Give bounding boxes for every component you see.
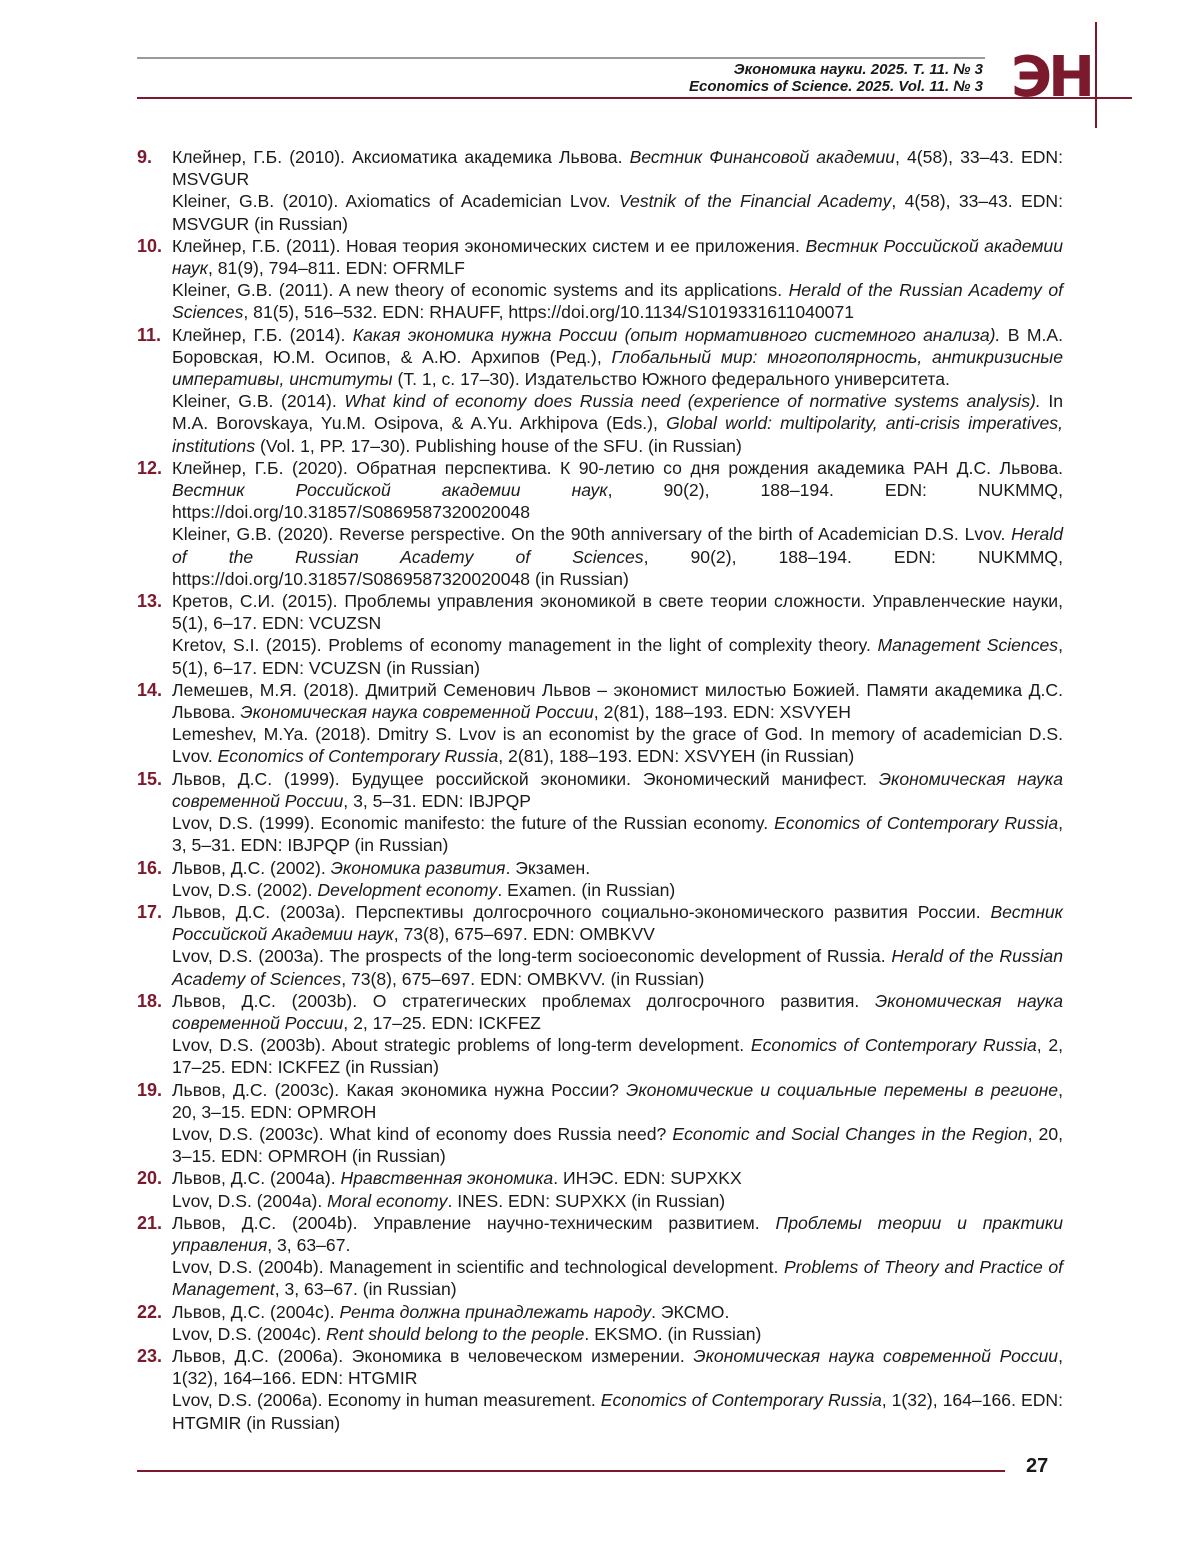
- reference-text: (Т. 1, с. 17–30). Издательство Южного федерального университета.: [393, 369, 950, 389]
- reference-ru: [172, 901, 1063, 945]
- reference-text: , 2, 17–25. EDN: ICKFEZ (in Russian): [172, 1035, 1063, 1077]
- reference-en: [172, 1389, 1063, 1433]
- reference-en: [172, 1323, 1063, 1345]
- reference-text: Lvov, D.S. (2003a). The prospects of the long-term socioeconomic development of Russia.: [172, 946, 891, 966]
- reference-item: [137, 901, 1063, 990]
- reference-list: [137, 146, 1063, 1434]
- reference-text: , 1(32), 164–166. EDN: HTGMIR (in Russian): [172, 1390, 1063, 1432]
- reference-item: [137, 1079, 1063, 1168]
- reference-text: , 81(5), 516–532. EDN: RHAUFF, https://doi.org/10.1134/S1019331611040071: [243, 302, 854, 322]
- reference-text: Lvov, D.S. (2003c). What kind of economy does Russia need?: [172, 1124, 672, 1144]
- reference-text: Lvov, D.S. (2004a).: [172, 1191, 327, 1211]
- reference-text: Lvov, D.S. (1999). Economic manifesto: the future of the Russian economy.: [172, 813, 774, 833]
- reference-text: , 2(81), 188–193. EDN: XSVYEH (in Russian): [498, 746, 854, 766]
- reference-source-title: Development economy: [317, 880, 497, 900]
- reference-source-title: Экономика развития: [331, 858, 506, 878]
- reference-text: Lvov, D.S. (2004c).: [172, 1324, 326, 1344]
- reference-text: In M.A. Borovskaya, Yu.M. Osipova, & A.Yu. Arkhipova (Eds.),: [172, 391, 1063, 433]
- reference-source-title: Вестник Российской Академии наук: [172, 902, 1063, 944]
- reference-source-title: Management Sciences: [877, 635, 1058, 655]
- header-accent-rule: [137, 97, 1132, 99]
- reference-en: [172, 1123, 1063, 1167]
- reference-ru: [172, 1345, 1063, 1389]
- reference-text: , 4(58), 33–43. EDN: MSVGUR (in Russian): [172, 191, 1063, 233]
- reference-text: , 73(8), 675–697. EDN: OMBKVV: [394, 924, 655, 944]
- reference-text: Львов, Д.С. (2004c).: [172, 1302, 339, 1322]
- reference-text: , 20, 3–15. EDN: OPMROH (in Russian): [172, 1124, 1063, 1166]
- reference-source-title: Rent should belong to the people: [326, 1324, 584, 1344]
- reference-ru: [172, 1079, 1063, 1123]
- reference-source-title: Экономическая наука современной России: [240, 702, 593, 722]
- reference-item: [137, 146, 1063, 235]
- reference-text: , 3, 5–31. EDN: IBJPQP: [343, 791, 531, 811]
- reference-text: Kleiner, G.B. (2011). A new theory of economic systems and its applications.: [172, 280, 789, 300]
- reference-text: Клейнер, Г.Б. (2011). Новая теория экономических систем и ее приложения.: [172, 236, 805, 256]
- reference-ru: [172, 457, 1063, 524]
- reference-item: [137, 990, 1063, 1079]
- reference-text: Львов, Д.С. (2004b). Управление научно-техническим развитием.: [172, 1213, 775, 1233]
- reference-item: [137, 590, 1063, 679]
- reference-number: 20.: [137, 1167, 162, 1189]
- reference-text: . Экзамен.: [505, 858, 590, 878]
- reference-text: Львов, Д.С. (2003c). Какая экономика нужна России?: [172, 1080, 626, 1100]
- reference-en: [172, 945, 1063, 989]
- reference-text: Львов, Д.С. (2003b). О стратегических проблемах долгосрочного развития.: [172, 991, 875, 1011]
- reference-en: [172, 390, 1063, 457]
- reference-number: 17.: [137, 901, 162, 923]
- reference-number: 22.: [137, 1301, 162, 1323]
- journal-logo: ЭН: [1011, 50, 1091, 106]
- reference-ru: [172, 590, 1063, 634]
- reference-source-title: Herald of the Russian Academy of Sciences: [172, 946, 1063, 988]
- reference-number: 12.: [137, 457, 162, 479]
- reference-item: [137, 1345, 1063, 1434]
- reference-number: 18.: [137, 990, 162, 1012]
- reference-text: . EKSMO. (in Russian): [584, 1324, 761, 1344]
- reference-number: 10.: [137, 235, 162, 257]
- reference-ru: [172, 1301, 1063, 1323]
- reference-en: [172, 1256, 1063, 1300]
- reference-en: [172, 812, 1063, 856]
- reference-en: [172, 723, 1063, 767]
- reference-source-title: Экономическая наука современной России: [172, 769, 1063, 811]
- reference-number: 13.: [137, 590, 162, 612]
- reference-text: Lvov, D.S. (2003b). About strategic problems of long-term development.: [172, 1035, 751, 1055]
- reference-en: [172, 190, 1063, 234]
- reference-text: Клейнер, Г.Б. (2014).: [172, 325, 353, 345]
- reference-number: 11.: [137, 324, 161, 346]
- reference-source-title: Вестник Финансовой академии: [630, 147, 895, 167]
- reference-en: [172, 1034, 1063, 1078]
- reference-en: [172, 523, 1063, 590]
- reference-ru: [172, 1212, 1063, 1256]
- reference-text: Lemeshev, M.Ya. (2018). Dmitry S. Lvov is an economist by the grace of God. In memory of academician D.S. Lvov.: [172, 724, 1063, 766]
- reference-text: , 3, 63–67. (in Russian): [275, 1279, 457, 1299]
- reference-text: Львов, Д.С. (2006a). Экономика в человеческом измерении.: [172, 1346, 693, 1366]
- reference-ru: [172, 324, 1063, 391]
- reference-text: Lvov, D.S. (2002).: [172, 880, 317, 900]
- reference-text: Клейнер, Г.Б. (2010). Аксиоматика академика Львова.: [172, 147, 630, 167]
- reference-text: Львов, Д.С. (1999). Будущее российской экономики. Экономический манифест.: [172, 769, 879, 789]
- reference-en: [172, 279, 1063, 323]
- reference-number: 14.: [137, 679, 162, 701]
- reference-source-title: Проблемы теории и практики управления: [172, 1213, 1063, 1255]
- reference-text: Kleiner, G.B. (2010). Axiomatics of Academician Lvov.: [172, 191, 619, 211]
- reference-text: , 2, 17–25. EDN: ICKFEZ: [343, 1013, 541, 1033]
- reference-number: 21.: [137, 1212, 162, 1234]
- reference-text: Лемешев, М.Я. (2018). Дмитрий Семенович Львов – экономист милостью Божией. Памяти академика Д.С. Львова.: [172, 680, 1063, 722]
- header-journal-ru: Экономика науки. 2025. Т. 11. № 3: [689, 61, 983, 78]
- reference-source-title: Economics of Contemporary Russia: [751, 1035, 1037, 1055]
- reference-source-title: Moral economy: [327, 1191, 447, 1211]
- reference-source-title: Herald of the Russian Academy of Sciences: [172, 524, 1063, 566]
- reference-ru: [172, 768, 1063, 812]
- reference-item: [137, 235, 1063, 324]
- reference-item: [137, 768, 1063, 857]
- reference-source-title: Глобальный мир: многополярность, антикризисные императивы, институты: [172, 347, 1063, 389]
- header-top-rule: [137, 57, 985, 59]
- reference-source-title: Экономическая наука современной России: [693, 1346, 1058, 1366]
- reference-text: . ИНЭС. EDN: SUPXKX: [553, 1168, 742, 1188]
- reference-text: Львов, Д.С. (2003a). Перспективы долгосрочного социально-экономического развития России.: [172, 902, 990, 922]
- reference-text: В М.А. Боровская, Ю.М. Осипов, & А.Ю. Архипов (Ред.),: [172, 325, 1063, 367]
- reference-number: 9.: [137, 146, 152, 168]
- reference-number: 16.: [137, 857, 162, 879]
- reference-item: [137, 1301, 1063, 1345]
- reference-item: [137, 857, 1063, 901]
- reference-ru: [172, 679, 1063, 723]
- reference-text: . Examen. (in Russian): [497, 880, 675, 900]
- reference-source-title: Экономические и социальные перемены в регионе: [626, 1080, 1058, 1100]
- reference-source-title: Экономическая наука современной России: [172, 991, 1063, 1033]
- reference-text: (Vol. 1, PP. 17–30). Publishing house of the SFU. (in Russian): [255, 436, 742, 456]
- reference-source-title: Economic and Social Changes in the Region: [672, 1124, 1027, 1144]
- reference-text: , 5(1), 6–17. EDN: VCUZSN (in Russian): [172, 635, 1063, 677]
- reference-source-title: Economics of Contemporary Russia: [774, 813, 1058, 833]
- reference-ru: [172, 146, 1063, 190]
- reference-ru: [172, 235, 1063, 279]
- reference-text: , 3, 5–31. EDN: IBJPQP (in Russian): [172, 813, 1063, 855]
- reference-item: [137, 457, 1063, 590]
- running-header: [689, 61, 983, 95]
- reference-item: [137, 679, 1063, 768]
- reference-source-title: Economics of Contemporary Russia: [601, 1390, 882, 1410]
- reference-text: Kleiner, G.B. (2020). Reverse perspective. On the 90th anniversary of the birth of Academician D.S. Lvov.: [172, 524, 1011, 544]
- reference-text: , 2(81), 188–193. EDN: XSVYEH: [594, 702, 851, 722]
- reference-text: . INES. EDN: SUPXKX (in Russian): [447, 1191, 725, 1211]
- reference-source-title: Рента должна принадлежать народу: [339, 1302, 651, 1322]
- reference-en: [172, 634, 1063, 678]
- reference-text: Кретов, С.И. (2015). Проблемы управления экономикой в свете теории сложности. Управленческие науки, 5(1), 6–17. EDN: VCUZSN: [172, 591, 1063, 633]
- reference-text: Lvov, D.S. (2004b). Management in scientific and technological development.: [172, 1257, 784, 1277]
- reference-source-title: Какая экономика нужна России (опыт нормативного системного анализа).: [353, 325, 1001, 345]
- reference-item: [137, 1212, 1063, 1301]
- reference-text: , 73(8), 675–697. EDN: OMBKVV. (in Russian): [341, 969, 704, 989]
- reference-text: Kleiner, G.B. (2014).: [172, 391, 344, 411]
- reference-text: Клейнер, Г.Б. (2020). Обратная перспектива. К 90-летию со дня рождения академика РАН Д.С. Львова.: [172, 458, 1063, 478]
- reference-text: Львов, Д.С. (2002).: [172, 858, 331, 878]
- reference-text: , 81(9), 794–811. EDN: OFRMLF: [208, 258, 465, 278]
- reference-text: , 20, 3–15. EDN: OPMROH: [172, 1080, 1063, 1122]
- reference-text: . ЭКСМО.: [651, 1302, 729, 1322]
- reference-source-title: Vestnik of the Financial Academy: [619, 191, 891, 211]
- reference-source-title: Global world: multipolarity, anti-crisis imperatives, institutions: [172, 413, 1063, 455]
- reference-text: , 90(2), 188–194. EDN: NUKMMQ, https://doi.org/10.31857/S0869587320020048: [172, 480, 1063, 522]
- reference-ru: [172, 990, 1063, 1034]
- reference-text: , 1(32), 164–166. EDN: HTGMIR: [172, 1346, 1063, 1388]
- reference-number: 19.: [137, 1079, 162, 1101]
- reference-text: Kretov, S.I. (2015). Problems of economy management in the light of complexity theory.: [172, 635, 877, 655]
- header-journal-en: Economics of Science. 2025. Vol. 11. № 3: [689, 78, 983, 95]
- reference-text: Lvov, D.S. (2006a). Economy in human measurement.: [172, 1390, 601, 1410]
- reference-item: [137, 1167, 1063, 1211]
- footer-rule: [137, 1470, 1005, 1472]
- reference-ru: [172, 857, 1063, 879]
- reference-en: [172, 1190, 1063, 1212]
- reference-en: [172, 879, 1063, 901]
- reference-text: , 90(2), 188–194. EDN: NUKMMQ, https://doi.org/10.31857/S0869587320020048 (in Russian): [172, 547, 1063, 589]
- reference-text: , 3, 63–67.: [267, 1235, 350, 1255]
- reference-ru: [172, 1167, 1063, 1189]
- reference-source-title: Вестник Российской академии наук: [172, 236, 1063, 278]
- reference-text: , 4(58), 33–43. EDN: MSVGUR: [172, 147, 1063, 189]
- reference-source-title: Вестник Российской академии наук: [172, 480, 608, 500]
- reference-number: 15.: [137, 768, 162, 790]
- reference-source-title: What kind of economy does Russia need (experience of normative systems analysis).: [344, 391, 1040, 411]
- reference-item: [137, 324, 1063, 457]
- reference-source-title: Economics of Contemporary Russia: [218, 746, 499, 766]
- reference-number: 23.: [137, 1345, 162, 1367]
- reference-source-title: Нравственная экономика: [340, 1168, 553, 1188]
- reference-source-title: Herald of the Russian Academy of Sciences: [172, 280, 1063, 322]
- reference-source-title: Problems of Theory and Practice of Management: [172, 1257, 1063, 1299]
- reference-text: Львов, Д.С. (2004a).: [172, 1168, 340, 1188]
- logo-vertical-rule: [1095, 22, 1097, 128]
- page-number: 27: [1026, 1455, 1048, 1477]
